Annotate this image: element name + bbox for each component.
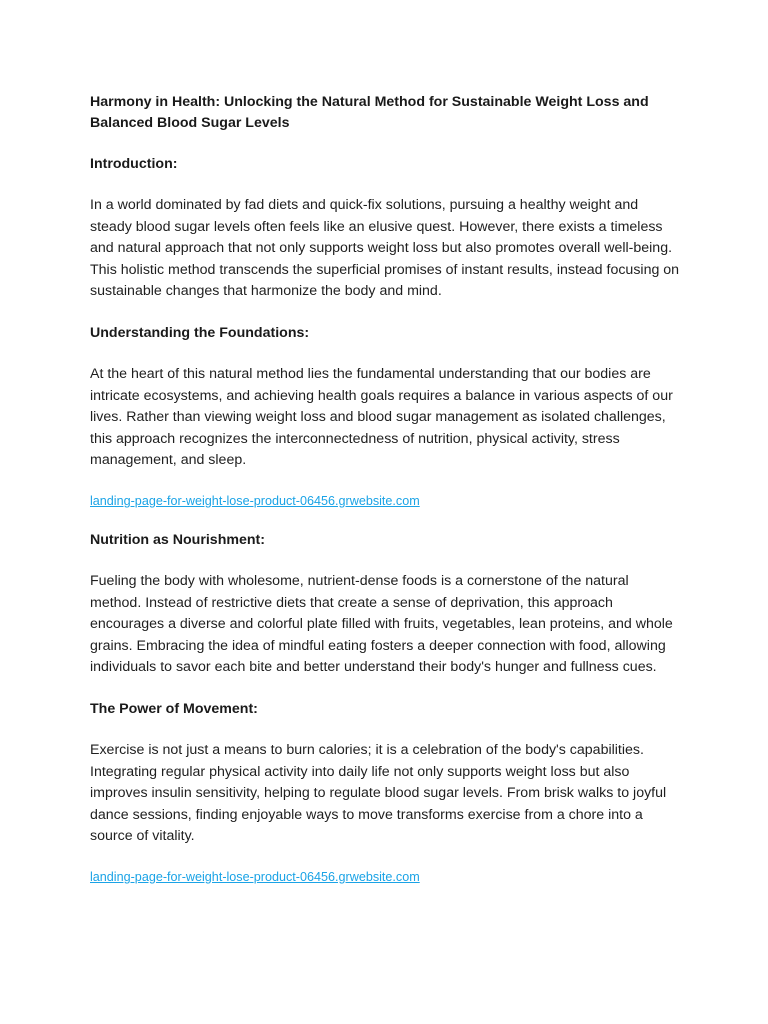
section-body-movement: Exercise is not just a means to burn calories; it is a celebration of the body's capabilities. Integrating regular physical activity into daily life not only supports weight loss but also improves insulin sensitivity, helping to regulate blood sugar levels. From brisk walks to joyful dance sessions, finding enjoyable ways to move transforms exercise from a chore into a source of vitality.: [90, 741, 667, 845]
product-link-1[interactable]: landing-page-for-weight-lose-product-06456.grwebsite.com: [90, 493, 420, 508]
section-body-foundations: At the heart of this natural method lies the fundamental understanding that our bodies are intricate ecosystems, and achieving health goals requires a balance in various aspects of our lives. Rather than viewing weight loss and blood sugar management as isolated challenges, this approach recognizes the interconnectedness of nutrition, physical activity, stress management, and sleep.: [90, 365, 673, 469]
section-body-nutrition: Fueling the body with wholesome, nutrient-dense foods is a cornerstone of the natural method. Instead of restrictive diets that create a sense of deprivation, this approach encourages a diverse and colorful plate filled with fruits, vegetables, lean proteins, and whole grains. Embracing the idea of mindful eating fosters a deeper connection with food, allowing individuals to savor each bite and better understand their body's hunger and fullness cues.: [90, 572, 673, 676]
section-heading-movement: The Power of Movement:: [90, 700, 258, 717]
document-content: [90, 92, 682, 906]
section-heading-nutrition: Nutrition as Nourishment:: [90, 531, 265, 548]
product-link-2[interactable]: landing-page-for-weight-lose-product-06456.grwebsite.com: [90, 869, 420, 884]
section-body-introduction: In a world dominated by fad diets and quick-fix solutions, pursuing a healthy weight and steady blood sugar levels often feels like an elusive quest. However, there exists a timeless and natural approach that not only supports weight loss but also promotes overall well-being. This holistic method transcends the superficial promises of instant results, instead focusing on sustainable changes that harmonize the body and mind.: [90, 197, 680, 300]
section-heading-introduction: Introduction:: [90, 156, 178, 172]
document-title: Harmony in Health: Unlocking the Natural Method for Sustainable Weight Loss and Balanced Blood Sugar Levels: [90, 94, 649, 131]
section-heading-foundations: Understanding the Foundations:: [90, 324, 310, 341]
